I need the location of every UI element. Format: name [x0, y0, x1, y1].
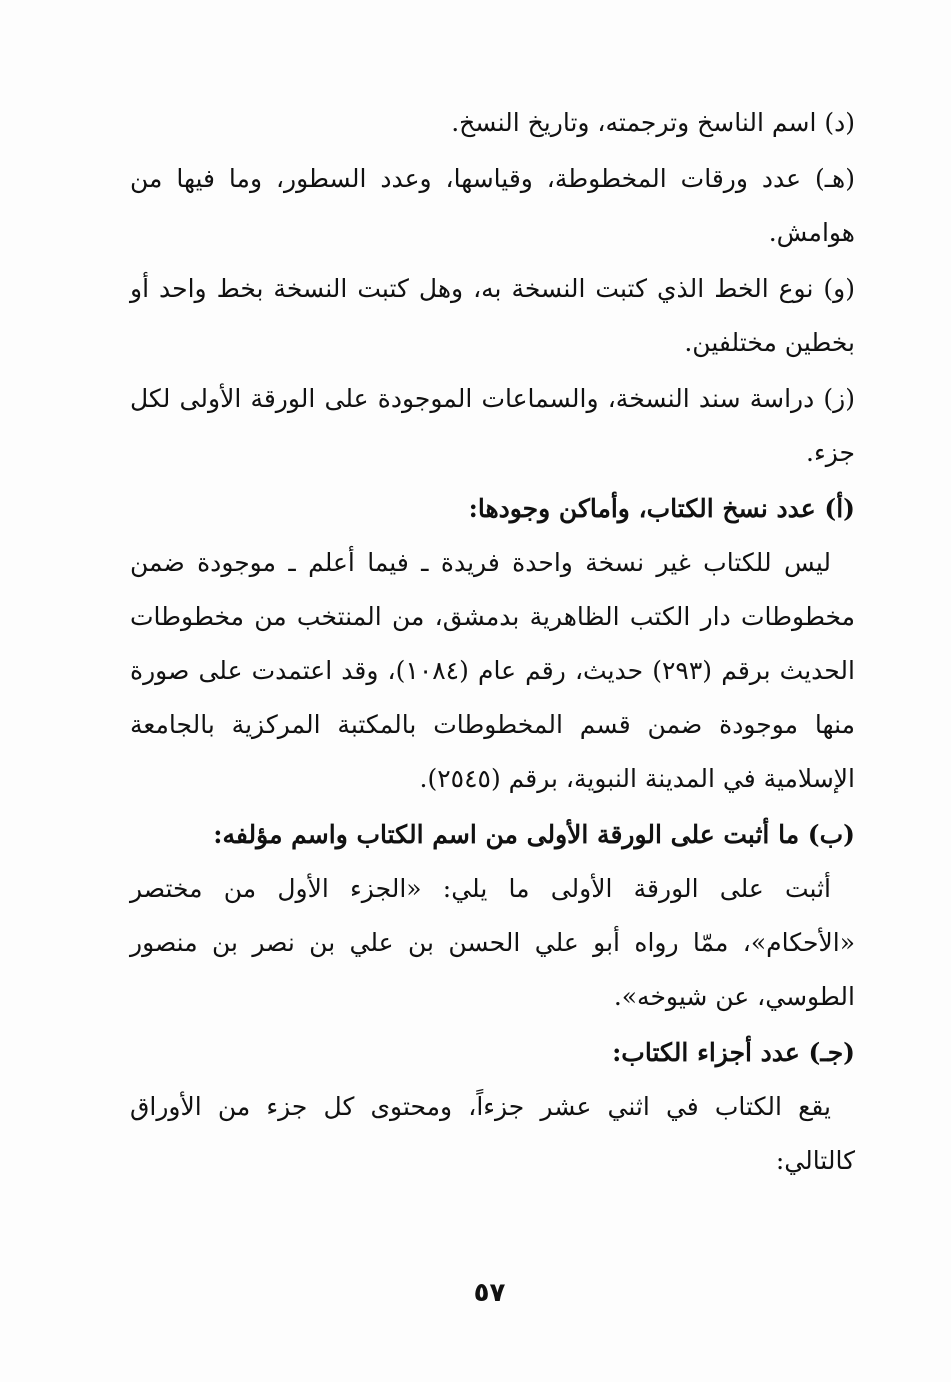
- heading-parts: (جـ) عدد أجزاء الكتاب:: [612, 1038, 855, 1067]
- item-z: (ز) دراسة سند النسخة، والسماعات الموجودة على الورقة الأولى لكل جزء.: [130, 384, 855, 467]
- body-parts: يقع الكتاب في اثني عشر جزءاً، ومحتوى كل جزء من الأوراق كالتالي:: [130, 1092, 855, 1175]
- heading-title-page: (ب) ما أثبت على الورقة الأولى من اسم الكتاب واسم مؤلفه:: [213, 820, 855, 849]
- item-h: (هـ) عدد ورقات المخطوطة، وقياسها، وعدد السطور، وما فيها من هوامش.: [130, 164, 855, 247]
- heading-copies: (أ) عدد نسخ الكتاب، وأماكن وجودها:: [468, 494, 855, 523]
- body-copies: ليس للكتاب غير نسخة واحدة فريدة ـ فيما أعلم ـ موجودة ضمن مخطوطات دار الكتب الظاهرية بدمشق، من المنتخب من مخطوطات الحديث برقم (٢٩٣) حديث، رقم عام (١٠٨٤)، وقد اعتمدت على صورة منها موجودة ضمن قسم المخطوطات بالمكتبة المركزية بالجامعة الإسلامية في المدينة النبوية، برقم (٢٥٤٥).: [130, 548, 855, 793]
- item-w: (و) نوع الخط الذي كتبت النسخة به، وهل كتبت النسخة بخط واحد أو بخطين مختلفين.: [130, 274, 855, 357]
- page-number: ٥٧: [473, 1278, 506, 1308]
- item-d: (د) اسم الناسخ وترجمته، وتاريخ النسخ.: [451, 108, 855, 137]
- page-content: [130, 96, 855, 1188]
- body-title-page: أثبت على الورقة الأولى ما يلي: «الجزء الأول من مختصر «الأحكام»، ممّا رواه أبو علي الحسن بن علي بن نصر بن منصور الطوسي، عن شيوخه».: [130, 874, 855, 1011]
